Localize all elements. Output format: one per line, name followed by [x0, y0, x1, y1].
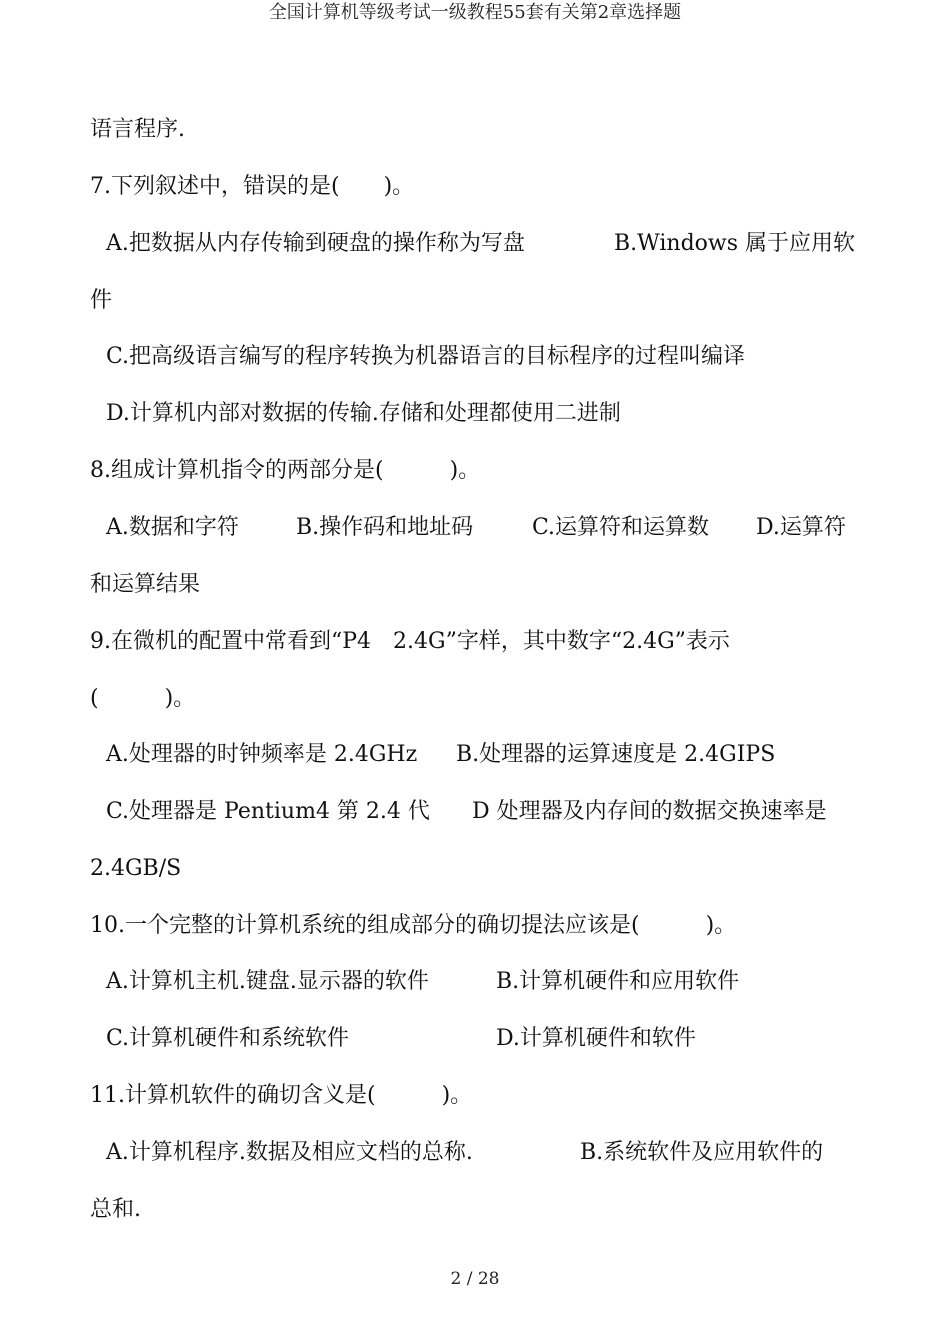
- q10-option-a: A.计算机主机.键盘.显示器的软件: [106, 969, 429, 994]
- q7-option-b: B.Windows 属于应用软: [614, 231, 856, 256]
- q9-option-d-continued: 2.4GB/S: [90, 856, 182, 881]
- q8-option-a: A.数据和字符: [106, 515, 239, 540]
- question-7: 7.下列叙述中，错误的是( )。: [90, 174, 415, 199]
- q9-option-c: C.处理器是 Pentium4 第 2.4 代: [106, 799, 430, 824]
- q8-option-b: B.操作码和地址码: [296, 515, 474, 540]
- q9-option-a: A.处理器的时钟频率是 2.4GHz: [106, 742, 418, 767]
- q11-option-a: A.计算机程序.数据及相应文档的总称.: [106, 1140, 473, 1165]
- q7-option-c: C.把高级语言编写的程序转换为机器语言的目标程序的过程叫编译: [106, 344, 746, 369]
- text-line-continued: 语言程序.: [90, 117, 185, 142]
- q7-option-b-continued: 件: [90, 288, 113, 313]
- page-header-title: 全国计算机等级考试一级教程55套有关第2章选择题: [268, 2, 682, 23]
- question-9: 9.在微机的配置中常看到“P4 2.4G”字样，其中数字“2.4G”表示: [90, 629, 730, 654]
- q9-option-b: B.处理器的运算速度是 2.4GIPS: [456, 742, 776, 767]
- q8-option-d-continued: 和运算结果: [90, 572, 201, 597]
- page-number: 2 / 28: [450, 1269, 500, 1289]
- question-8: 8.组成计算机指令的两部分是( )。: [90, 458, 481, 483]
- q10-option-d: D.计算机硬件和软件: [496, 1026, 696, 1051]
- q11-option-b-continued: 总和.: [90, 1197, 141, 1222]
- q11-option-b: B.系统软件及应用软件的: [580, 1140, 824, 1165]
- q7-option-a: A.把数据从内存传输到硬盘的操作称为写盘: [106, 231, 525, 256]
- q8-option-d: D.运算符: [756, 515, 846, 540]
- question-9-continued: ( )。: [90, 686, 196, 711]
- q10-option-b: B.计算机硬件和应用软件: [496, 969, 740, 994]
- q7-option-d: D.计算机内部对数据的传输.存储和处理都使用二进制: [106, 401, 621, 426]
- question-11: 11.计算机软件的确切含义是( )。: [90, 1083, 473, 1108]
- question-10: 10.一个完整的计算机系统的组成部分的确切提法应该是( )。: [90, 913, 737, 938]
- q8-option-c: C.运算符和运算数: [532, 515, 710, 540]
- q9-option-d: D 处理器及内存间的数据交换速率是: [472, 799, 827, 824]
- q10-option-c: C.计算机硬件和系统软件: [106, 1026, 350, 1051]
